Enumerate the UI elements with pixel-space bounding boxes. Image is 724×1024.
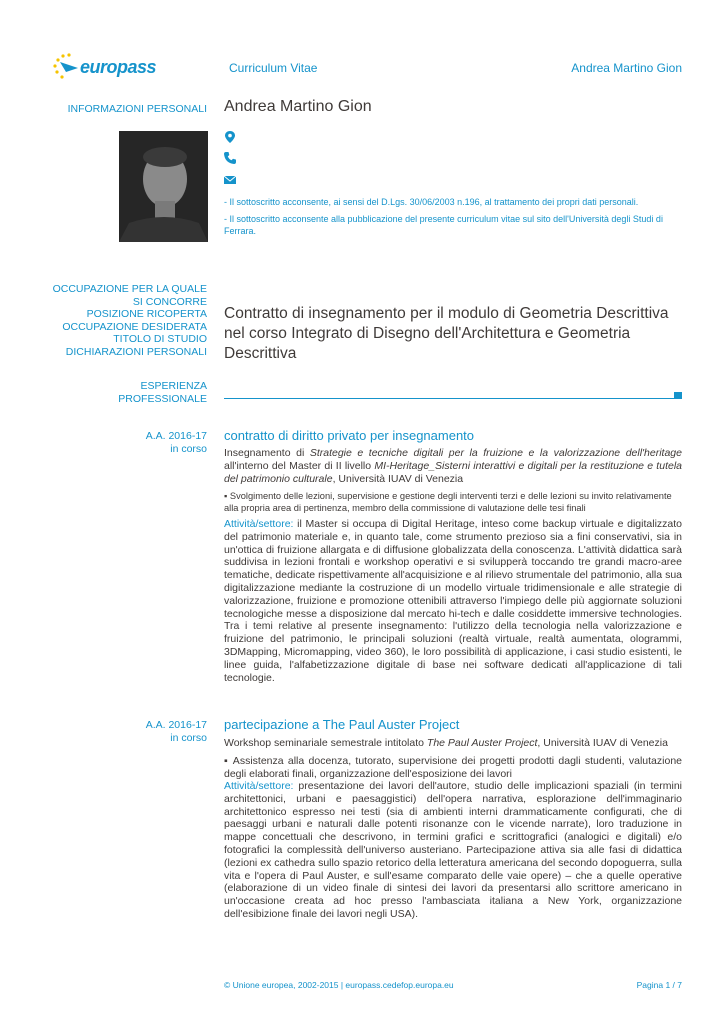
desc-text: all'interno del Master di II livello xyxy=(224,459,375,472)
email-icon xyxy=(224,174,236,186)
doc-title: Curriculum Vitae xyxy=(229,61,318,75)
europass-logo xyxy=(52,52,157,84)
experience-date xyxy=(146,719,207,745)
sector-label: Attività/settore: xyxy=(224,518,294,530)
header-name: Andrea Martino Gion xyxy=(571,61,682,75)
experience-title: contratto di diritto privato per insegnamento xyxy=(224,428,475,443)
experience-date xyxy=(146,430,207,456)
experience-bullet: ▪ Svolgimento delle lezioni, supervisione e gestione degli interventi terzi e delle lezioni su invito relativamente alla propria area di pertinenza, membro della commissione di valutazione delle tesi finali xyxy=(224,491,672,513)
experience-title: partecipazione a The Paul Auster Project xyxy=(224,717,460,732)
footer-page-number: Pagina 1 / 7 xyxy=(636,980,682,990)
europass-logo-text: europass xyxy=(80,57,157,77)
desc-text: , Università IUAV di Venezia xyxy=(537,737,668,749)
profile-photo xyxy=(119,131,208,242)
sector-text: il Master si occupa di Digital Heritage, inteso come backup virtuale e digitalizzato del patrimonio materiale e, in quanto tale, come strumento prezioso sia a fini conservativi, sia in un'ottica di fruizione allargata e di diffusione globalizzata della conoscenza. L'attività didattica sarà suddivisa in lezioni frontali e workshop operativi e si svilupperà toccando tre grandi macro-aree tematiche, dedicate rispettivamente all'acquisizione e al rilievo strumentale del patrimonio, alla sua digitalizzazione mediante la costruzione di un modello virtuale tridimensionale e alle strategie di valorizzazione, fruizione e promozione ottenibili attraverso l'impiego delle più aggiornate soluzioni tecnologiche messe a disposizione dal mercato hi-tech e dalle cosiddette immersive technologies. Tra i temi relative al presente insegnamento: l'utilizzo della tecnologia nella valorizzazione e fruizione del patrimonio, le principali soluzioni (realtà virtuale, realtà aumentata, ologrammi, 3DMapping, Micromapping, video 360), le loro possibilità di applicazione, i casi studio esistenti, le linee guida, l'alfabetizzazione digitale di base nei software dedicati all'applicazione di tali tecnologie. xyxy=(224,518,682,684)
position-label: POSIZIONE RICOPERTA xyxy=(86,308,207,320)
europass-stars-icon xyxy=(52,52,82,82)
experience-label xyxy=(118,380,207,405)
experience-description xyxy=(224,447,682,485)
desc-text: Workshop seminariale semestrale intitolato xyxy=(224,737,427,749)
desc-text: Insegnamento di xyxy=(224,447,310,459)
position-label: TITOLO DI STUDIO xyxy=(113,333,207,345)
desc-text: , Università IUAV di Venezia xyxy=(332,472,464,485)
desc-italic: The Paul Auster Project xyxy=(426,737,538,749)
section-divider-marker xyxy=(674,392,682,399)
personal-info-label: INFORMAZIONI PERSONALI xyxy=(67,103,207,115)
desc-italic: MI-Heritage_Sisterni interattivi e digitali per la restituzione e tutela del patrimonio culturale xyxy=(224,459,682,485)
desc-italic: Strategie e tecniche digitali per la fruizione e la valorizzazione dell'heritage xyxy=(309,447,682,459)
position-labels xyxy=(53,283,207,358)
position-label: DICHIARAZIONI PERSONALI xyxy=(65,345,207,358)
experience-label-line: PROFESSIONALE xyxy=(118,392,207,405)
experience-sector xyxy=(224,780,682,921)
consent-privacy: - Il sottoscritto acconsente, ai sensi del D.Lgs. 30/06/2003 n.196, al trattamento dei propri dati personali. xyxy=(224,197,639,207)
consent-publication: - Il sottoscritto acconsente alla pubblicazione del presente curriculum vitae sul sito dell'Università degli Studi di Ferrara. xyxy=(224,214,663,236)
phone-icon xyxy=(224,152,236,164)
date-range: A.A. 2016-17 xyxy=(145,719,207,731)
position-label: OCCUPAZIONE DESIDERATA xyxy=(62,320,207,333)
position-text: Contratto di insegnamento per il modulo di Geometria Descrittiva nel corso Integrato di Disegno dell'Architettura e Geometria Descrittiva xyxy=(224,305,669,362)
experience-bullet: ▪ Assistenza alla docenza, tutorato, supervisione dei progetti prodotti dagli studenti, valutazione degli elaborati finali, organizzazione dell'esposizione dei lavori xyxy=(224,755,682,780)
date-status: in corso xyxy=(170,732,207,744)
section-divider xyxy=(224,398,676,399)
experience-description xyxy=(224,737,682,750)
sector-text: presentazione dei lavori dell'autore, studio delle implicazioni spaziali (in termini architettonici, urbani e paesaggistici) dell'opera narrativa, esplorazione dell'immaginario architettonico espresso nei testi (sia di ambienti interni drammaticamente configurati, che di paesaggi urbani e naturali dalle potenti risonanze con le vicende narrate), loro traduzione in mappe concettuali che descrivono, in termini grafici e scrittografici (analogici e digitali) e/o fotografici la complessità dell'universo austeriano. Partecipazione attiva sia alle fasi di didattica (lezioni ex cathedra sullo spazio retorico della letteratura americana del secondo dopoguerra, sulla vita e l'opera di Paul Auster, e sull'esame comparato delle vaie opere) – che a quelle operative (elaborazione di un video finale di sintesi dei lavori da presentarsi allo scrittore americano in un'occasione creata ad hoc presso l'ambasciata italiana a New York, organizzazione dell'esibizione finale dei lavori negli USA). xyxy=(224,780,682,920)
position-label: SI CONCORRE xyxy=(132,295,207,308)
sector-label: Attività/settore: xyxy=(224,780,294,792)
full-name: Andrea Martino Gion xyxy=(224,98,372,115)
experience-label-line: ESPERIENZA xyxy=(140,380,207,392)
date-status: in corso xyxy=(170,443,207,455)
location-icon xyxy=(224,131,236,143)
date-range: A.A. 2016-17 xyxy=(145,430,207,442)
footer-copyright: © Unione europea, 2002-2015 | europass.cedefop.europa.eu xyxy=(224,980,454,990)
position-label: OCCUPAZIONE PER LA QUALE xyxy=(52,283,207,295)
experience-sector xyxy=(224,518,682,684)
